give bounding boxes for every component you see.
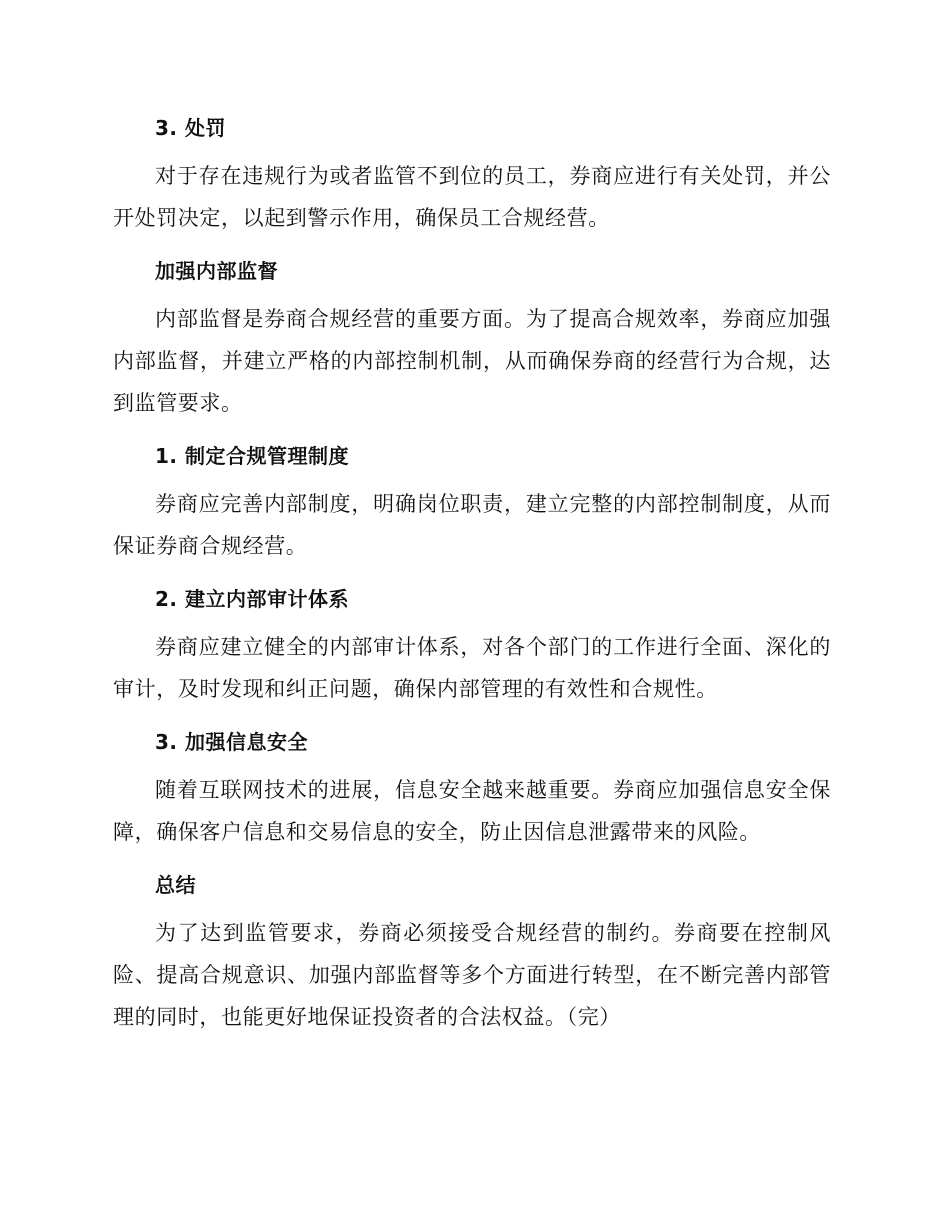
section-paragraph-internal-audit: 券商应建立健全的内部审计体系，对各个部门的工作进行全面、深化的审计，及时发现和纠正问题，确保内部管理的有效性和合规性。 — [113, 635, 831, 701]
section-heading-internal-supervision: 加强内部监督 — [155, 259, 278, 283]
section-heading-penalty: 3. 处罚 — [155, 116, 226, 140]
section-paragraph-information-security: 随着互联网技术的进展，信息安全越来越重要。券商应加强信息安全保障，确保客户信息和交易信息的安全，防止因信息泄露带来的风险。 — [113, 778, 831, 844]
section-heading-compliance-rules: 1. 制定合规管理制度 — [155, 444, 349, 468]
section-paragraph-summary: 为了达到监管要求，券商必须接受合规经营的制约。券商要在控制风险、提高合规意识、加强内部监督等多个方面进行转型，在不断完善内部管理的同时，也能更好地保证投资者的合法权益。（完） — [113, 921, 831, 1029]
section-heading-internal-audit: 2. 建立内部审计体系 — [155, 587, 349, 611]
section-paragraph-internal-supervision: 内部监督是券商合规经营的重要方面。为了提高合规效率，券商应加强内部监督，并建立严格的内部控制机制，从而确保券商的经营行为合规，达到监管要求。 — [113, 307, 831, 415]
section-heading-summary: 总结 — [155, 873, 196, 897]
section-paragraph-penalty: 对于存在违规行为或者监管不到位的员工，券商应进行有关处罚，并公开处罚决定，以起到警示作用，确保员工合规经营。 — [113, 164, 831, 230]
section-paragraph-compliance-rules: 券商应完善内部制度，明确岗位职责，建立完整的内部控制制度，从而保证券商合规经营。 — [113, 492, 831, 558]
document-page — [113, 107, 831, 1049]
section-heading-information-security: 3. 加强信息安全 — [155, 730, 308, 754]
